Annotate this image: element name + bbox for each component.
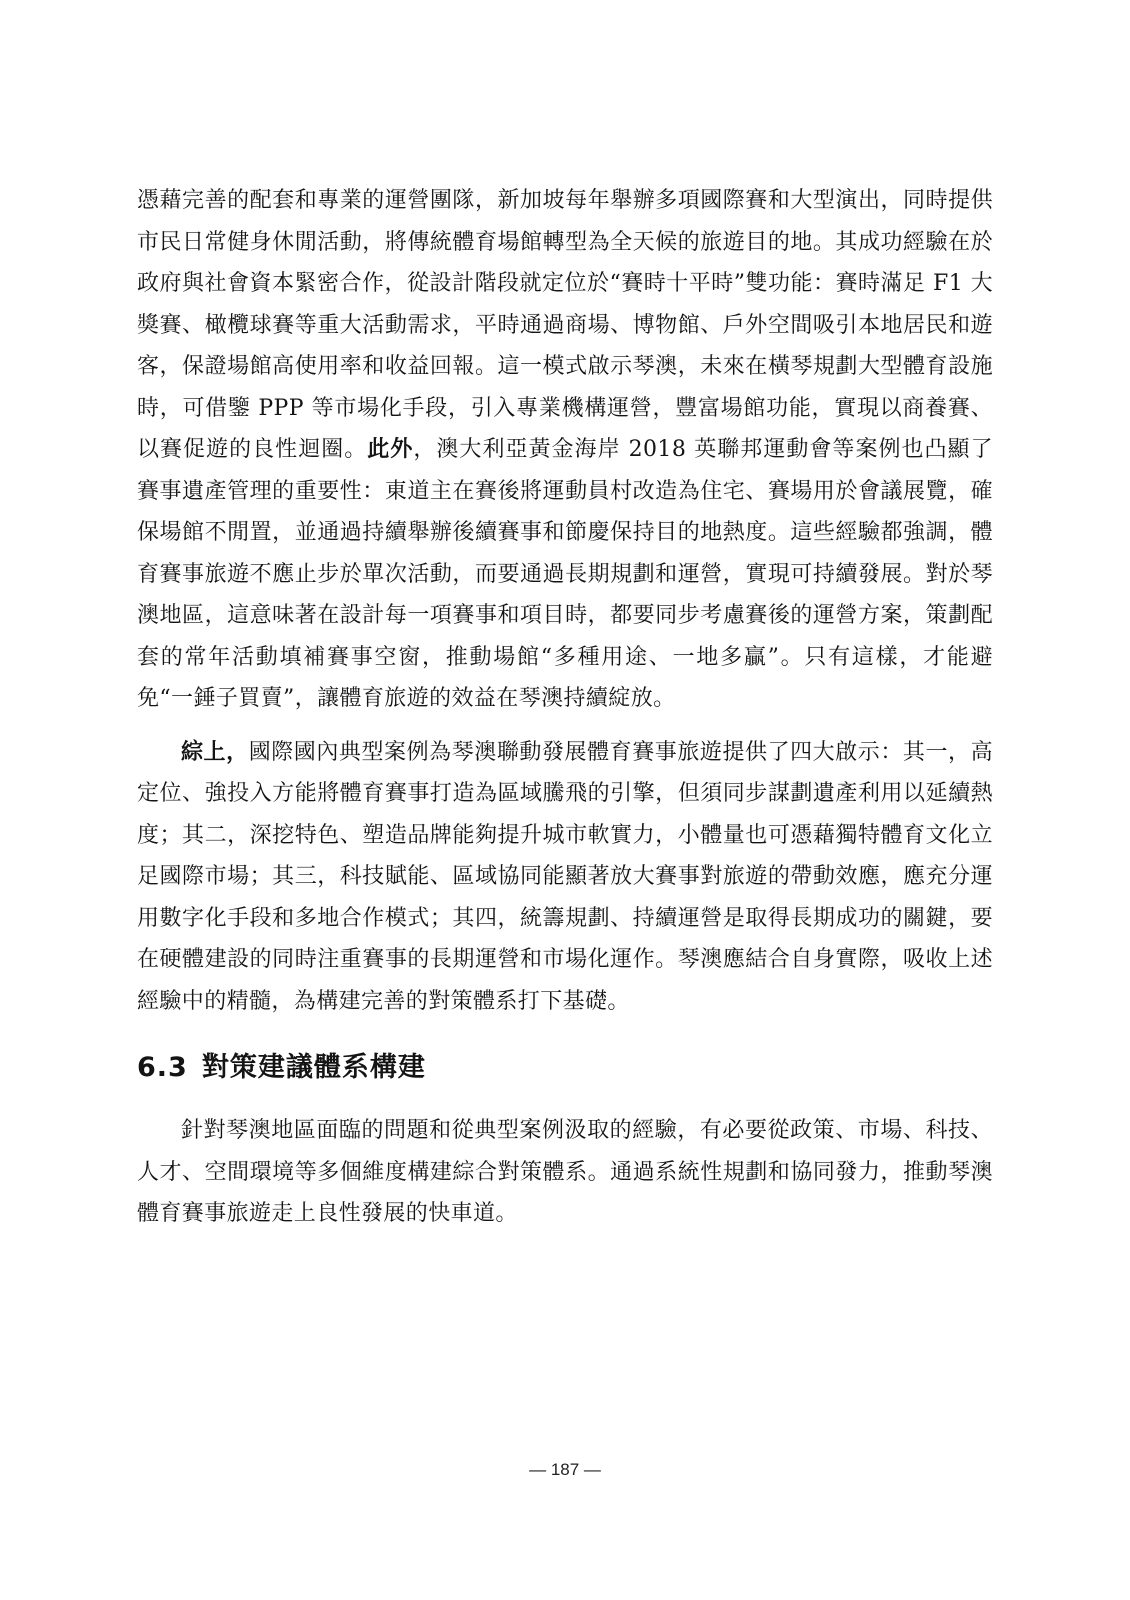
paragraph-text-after: ，澳大利亞黃金海岸 2018 英聯邦運動會等案例也凸顯了賽事遺產管理的重要性：東道主在賽後將運動員村改造為住宅、賽場用於會議展覽，確保場館不閒置，並通過持續舉辦後續賽事和節慶保持目的地熱度。這些經驗都強調，體育賽事旅遊不應止步於單次活動，而要通過長期規劃和運營，實現可持續發展。對於琴澳地區，這意味著在設計每一項賽事和項目時，都要同步考慮賽後的運營方案，策劃配套的常年活動填補賽事空窗，推動場館“多種用途、一地多贏”。只有這樣，才能避免“一錘子買賣”，讓體育旅遊的效益在琴澳持續綻放。 bbox=[137, 437, 993, 711]
section-title: 對策建議體系構建 bbox=[201, 1052, 426, 1083]
paragraph-intro bbox=[137, 1110, 993, 1235]
document-body bbox=[137, 180, 993, 1235]
paragraph-text: 國際國內典型案例為琴澳聯動發展體育賽事旅遊提供了四大啟示：其一，高定位、強投入方能將體育賽事打造為區域騰飛的引擎，但須同步謀劃遺產利用以延續熱度；其二，深挖特色、塑造品牌能夠提升城市軟實力，小體量也可憑藉獨特體育文化立足國際市場；其三，科技賦能、區域協同能顯著放大賽事對旅遊的帶動效應，應充分運用數字化手段和多地合作模式；其四，統籌規劃、持續運營是取得長期成功的關鍵，要在硬體建設的同時注重賽事的長期運營和市場化運作。琴澳應結合自身實際，吸收上述經驗中的精髓，為構建完善的對策體系打下基礎。 bbox=[137, 739, 994, 1014]
paragraph-bold-phrase: 此外 bbox=[367, 436, 414, 462]
page-number: — 187 — bbox=[529, 1460, 601, 1479]
paragraph-text: 憑藉完善的配套和專業的運營團隊，新加坡每年舉辦多項國際賽和大型演出，同時提供市民日常健身休閒活動，將傳統體育場館轉型為全天候的旅遊目的地。其成功經驗在於政府與社會資本緊密合作，從設計階段就定位於“賽時十平時”雙功能：賽時滿足 F1 大獎賽、橄欖球賽等重大活動需求，平時通過商場、博物館、戶外空間吸引本地居民和遊客，保證場館高使用率和收益回報。這一模式啟示琴澳，未來在橫琴規劃大型體育設施時，可借鑒 PPP 等市場化手段，引入專業機構運營，豐富場館功能，實現以商養賽、以賽促遊的良性迴圈。 bbox=[137, 188, 993, 462]
section-heading bbox=[137, 1048, 993, 1088]
paragraph-text: 針對琴澳地區面臨的問題和從典型案例汲取的經驗，有必要從政策、市場、科技、人才、空間環境等多個維度構建綜合對策體系。通過系統性規劃和協同發力，推動琴澳體育賽事旅遊走上良性發展的快車道。 bbox=[137, 1118, 993, 1226]
paragraph-summary bbox=[137, 732, 993, 1023]
paragraph-continued bbox=[137, 180, 993, 720]
paragraph-lead: 綜上， bbox=[181, 738, 249, 765]
section-number: 6.3 bbox=[137, 1052, 188, 1083]
